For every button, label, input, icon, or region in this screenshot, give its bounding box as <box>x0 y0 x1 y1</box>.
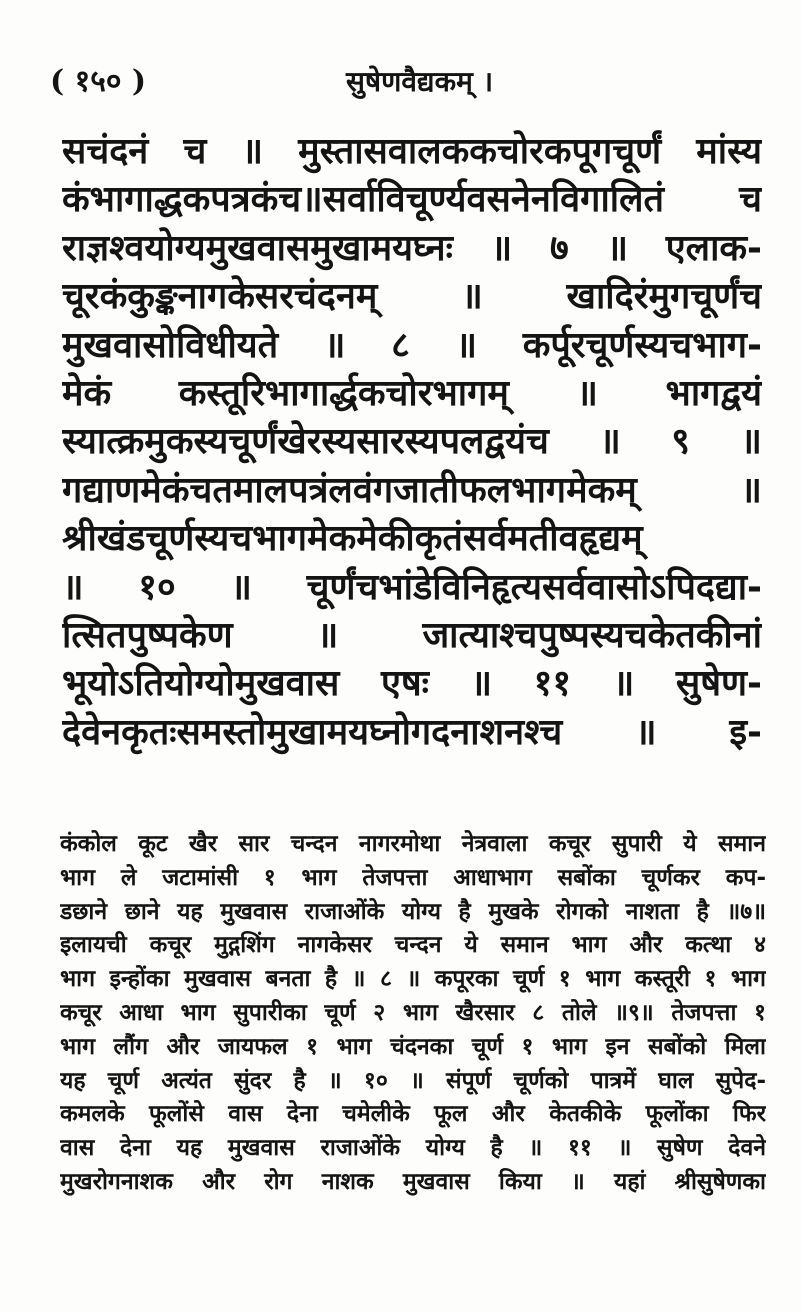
verse-line: त्सितपुष्पकेण ॥ जात्याश्चपुष्पस्यचकेतकीनां <box>62 614 762 656</box>
commentary-line: डछाने छाने यह मुखवास राजाओंके योग्य है मुखके रोगको नाशता है ॥७॥ <box>60 898 766 925</box>
page-number: ( १५० ) <box>50 64 147 99</box>
verse-line: श्रीखंडचूर्णस्यचभागमेकमेकीकृतंसर्वमतीवहृद्यम् <box>62 518 643 560</box>
page-header <box>0 62 801 106</box>
verse-line: स्यात्क्रमुकस्यचूर्णंखेरस्यसारस्यपलद्वयंच ॥ ९ ॥ <box>62 421 762 463</box>
verse-line: कंभागाद्धकपत्रकंच॥सर्वाविचूर्ण्यवसनेनविगालितं च <box>62 179 762 221</box>
verse-line: मेकं कस्तूरिभागार्द्धकचोरभागम् ॥ भागद्वयं <box>62 372 762 414</box>
commentary-line: भाग ले जटामांसी १ भाग तेजपत्ता आधाभाग सबोंका चूर्णकर कप- <box>60 864 766 891</box>
verse-line: मुखवासोविधीयते ॥ ८ ॥ कर्पूरचूर्णस्यचभाग- <box>62 324 762 366</box>
hindi-commentary-block <box>60 828 766 1200</box>
running-title: सुषेणवैद्यकम् । <box>346 65 494 98</box>
commentary-line: वास देना यह मुखवास राजाओंके योग्य है ॥ ११ ॥ सुषेण देवने <box>60 1135 766 1162</box>
sanskrit-verse-block <box>62 128 762 757</box>
commentary-line: इलायची कचूर मुद्गशिंग नागकेसर चन्दन ये समान भाग और कत्था ४ <box>60 932 766 959</box>
commentary-line: कमलके फूलोंसे वास देना चमेलीके फूल और केतकीके फूलोंका फिर <box>60 1101 766 1128</box>
commentary-line: यह चूर्ण अत्यंत सुंदर है ॥ १० ॥ संपूर्ण चूर्णको पात्रमें घाल सुपेद- <box>60 1067 766 1094</box>
verse-line: राज्ञश्वयोग्यमुखवासमुखामयघ्नः ॥ ७ ॥ एलाक- <box>62 227 762 269</box>
commentary-line: कंकोल कूट खैर सार चन्दन नागरमोथा नेत्रवाला कचूर सुपारी ये समान <box>60 831 766 857</box>
commentary-line: कचूर आधा भाग सुपारीका चूर्ण २ भाग खैरसार ८ तोले ॥९॥ तेजपत्ता १ <box>60 999 766 1026</box>
commentary-line: भाग इन्होंका मुखवास बनता है ॥ ८ ॥ कपूरका चूर्ण १ भाग कस्तूरी १ भाग <box>60 966 766 993</box>
verse-line: सचंदनं च ॥ मुस्तासवालककचोरकपूगचूर्णं मांस्य <box>62 131 762 172</box>
commentary-line: मुखरोगनाशक और रोग नाशक मुखवास किया ॥ यहां श्रीसुषेणका <box>60 1168 766 1195</box>
verse-line: भूयोऽतियोग्योमुखवास एषः ॥ ११ ॥ सुषेण- <box>62 663 762 705</box>
verse-line: देवेनकृतःसमस्तोमुखामयघ्नोगदनाशनश्च ॥ इ- <box>62 711 762 753</box>
commentary-line: भाग लौंग और जायफल १ भाग चंदनका चूर्ण १ भाग इन सबोंको मिला <box>60 1033 766 1060</box>
verse-line: गद्याणमेकंचतमालपत्रंलवंगजातीफलभागमेकम् ॥ <box>62 469 762 511</box>
verse-line: चूरकंकुङ्कनागकेसरचंदनम् ॥ खादिरंमुगचूर्णंच <box>62 276 762 318</box>
verse-line: ॥ १० ॥ चूर्णंचभांडेविनिहृत्यसर्ववासोऽपिदद्या- <box>62 566 762 608</box>
